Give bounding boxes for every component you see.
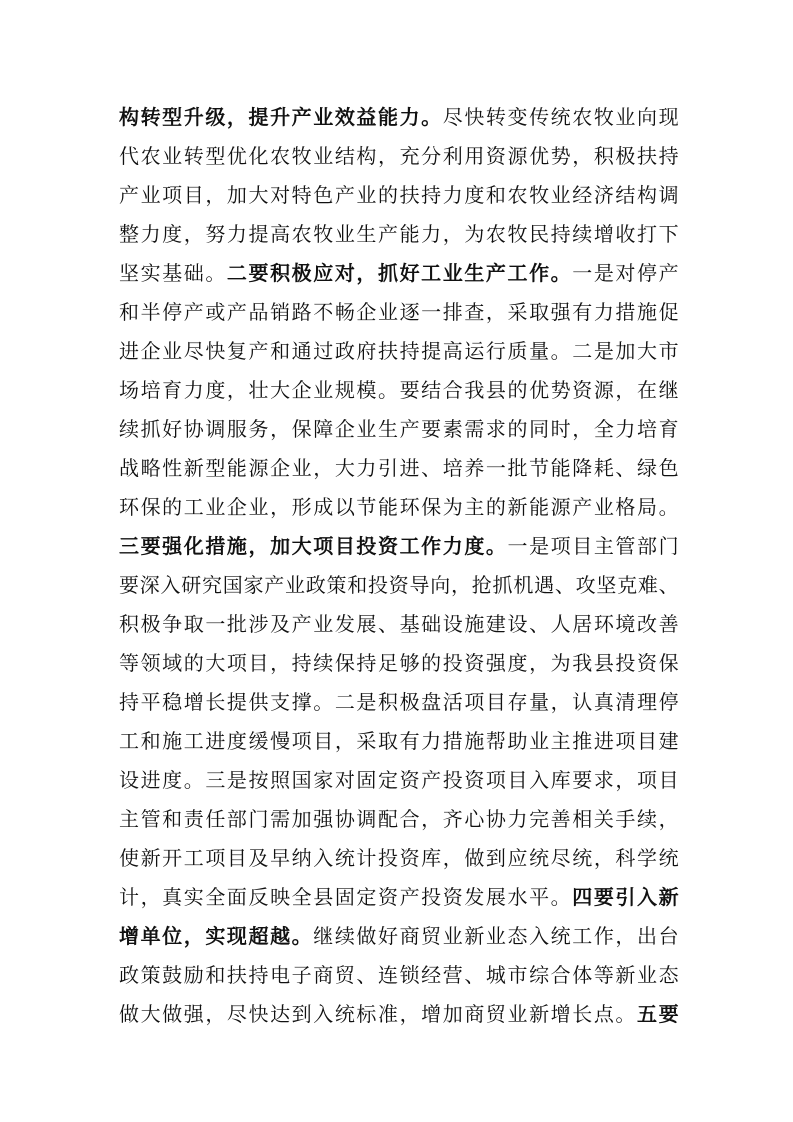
bold-heading-text: 增单位，实现超越。 bbox=[119, 924, 314, 948]
text-line bbox=[119, 488, 679, 527]
text-line bbox=[119, 956, 679, 995]
bold-heading-text: 四要引入新 bbox=[572, 885, 680, 909]
text-line bbox=[119, 410, 679, 449]
bold-heading-text: 五要 bbox=[637, 1002, 679, 1026]
text-line bbox=[119, 644, 679, 683]
text-line bbox=[119, 371, 679, 410]
body-text-segment: 继续做好商贸业新业态入统工作，出台 bbox=[313, 924, 679, 948]
text-line bbox=[119, 917, 679, 956]
body-text-segment: 代农业转型优化农牧业结构，充分利用资源优势，积极扶持 bbox=[119, 144, 679, 168]
text-line bbox=[119, 722, 679, 761]
body-text-segment: 一是对停产 bbox=[572, 261, 680, 285]
text-line bbox=[119, 332, 679, 371]
text-line bbox=[119, 215, 679, 254]
body-text-segment: 使新开工项目及早纳入统计投资库，做到应统尽统，科学统 bbox=[119, 846, 679, 870]
text-line bbox=[119, 839, 679, 878]
text-line bbox=[119, 449, 679, 488]
text-line bbox=[119, 566, 679, 605]
text-line bbox=[119, 98, 679, 137]
body-text-segment: 产业项目，加大对特色产业的扶持力度和农牧业经济结构调 bbox=[119, 183, 679, 207]
text-line bbox=[119, 605, 679, 644]
text-line bbox=[119, 293, 679, 332]
text-line bbox=[119, 683, 679, 722]
body-text-segment: 环保的工业企业，形成以节能环保为主的新能源产业格局。 bbox=[119, 495, 679, 519]
text-line bbox=[119, 527, 679, 566]
body-text-segment: 持平稳增长提供支撑。二是积极盘活项目存量，认真清理停 bbox=[119, 690, 679, 714]
body-text-segment: 积极争取一批涉及产业发展、基础设施建设、人居环境改善 bbox=[119, 612, 679, 636]
text-line bbox=[119, 995, 679, 1034]
body-text-segment: 政策鼓励和扶持电子商贸、连锁经营、城市综合体等新业态 bbox=[119, 963, 679, 987]
text-line bbox=[119, 137, 679, 176]
body-text-segment: 续抓好协调服务，保障企业生产要素需求的同时，全力培育 bbox=[119, 417, 679, 441]
body-text-segment: 计，真实全面反映全县固定资产投资发展水平。 bbox=[119, 885, 573, 909]
bold-heading-text: 二要积极应对，抓好工业生产工作。 bbox=[226, 261, 573, 285]
body-text-segment: 尽快转变传统农牧业向现 bbox=[442, 105, 680, 129]
bold-heading-text: 三要强化措施，加大项目投资工作力度。 bbox=[119, 534, 508, 558]
body-text-segment: 要深入研究国家产业政策和投资导向，抢抓机遇、攻坚克难、 bbox=[119, 573, 679, 597]
body-text-segment: 等领域的大项目，持续保持足够的投资强度，为我县投资保 bbox=[119, 651, 679, 675]
text-line bbox=[119, 761, 679, 800]
body-text-segment: 坚实基础。 bbox=[119, 261, 227, 285]
text-line bbox=[119, 254, 679, 293]
text-line bbox=[119, 800, 679, 839]
body-text-segment: 工和施工进度缓慢项目，采取有力措施帮助业主推进项目建 bbox=[119, 729, 679, 753]
body-text-segment: 进企业尽快复产和通过政府扶持提高运行质量。二是加大市 bbox=[119, 339, 679, 363]
body-text-segment: 主管和责任部门需加强协调配合，齐心协力完善相关手续， bbox=[119, 807, 679, 831]
bold-heading-text: 构转型升级，提升产业效益能力。 bbox=[119, 105, 443, 129]
body-text-segment: 和半停产或产品销路不畅企业逐一排查，采取强有力措施促 bbox=[119, 300, 679, 324]
body-text-segment: 做大做强，尽快达到入统标准，增加商贸业新增长点。 bbox=[119, 1002, 637, 1026]
body-text-segment: 场培育力度，壮大企业规模。要结合我县的优势资源，在继 bbox=[119, 378, 679, 402]
body-text-segment: 一是项目主管部门 bbox=[507, 534, 680, 558]
body-text-segment: 设进度。三是按照国家对固定资产投资项目入库要求，项目 bbox=[119, 768, 679, 792]
body-text-segment: 战略性新型能源企业，大力引进、培养一批节能降耗、绿色 bbox=[119, 456, 679, 480]
body-text bbox=[119, 98, 679, 1034]
text-line bbox=[119, 176, 679, 215]
body-text-segment: 整力度，努力提高农牧业生产能力，为农牧民持续增收打下 bbox=[119, 222, 679, 246]
text-line bbox=[119, 878, 679, 917]
